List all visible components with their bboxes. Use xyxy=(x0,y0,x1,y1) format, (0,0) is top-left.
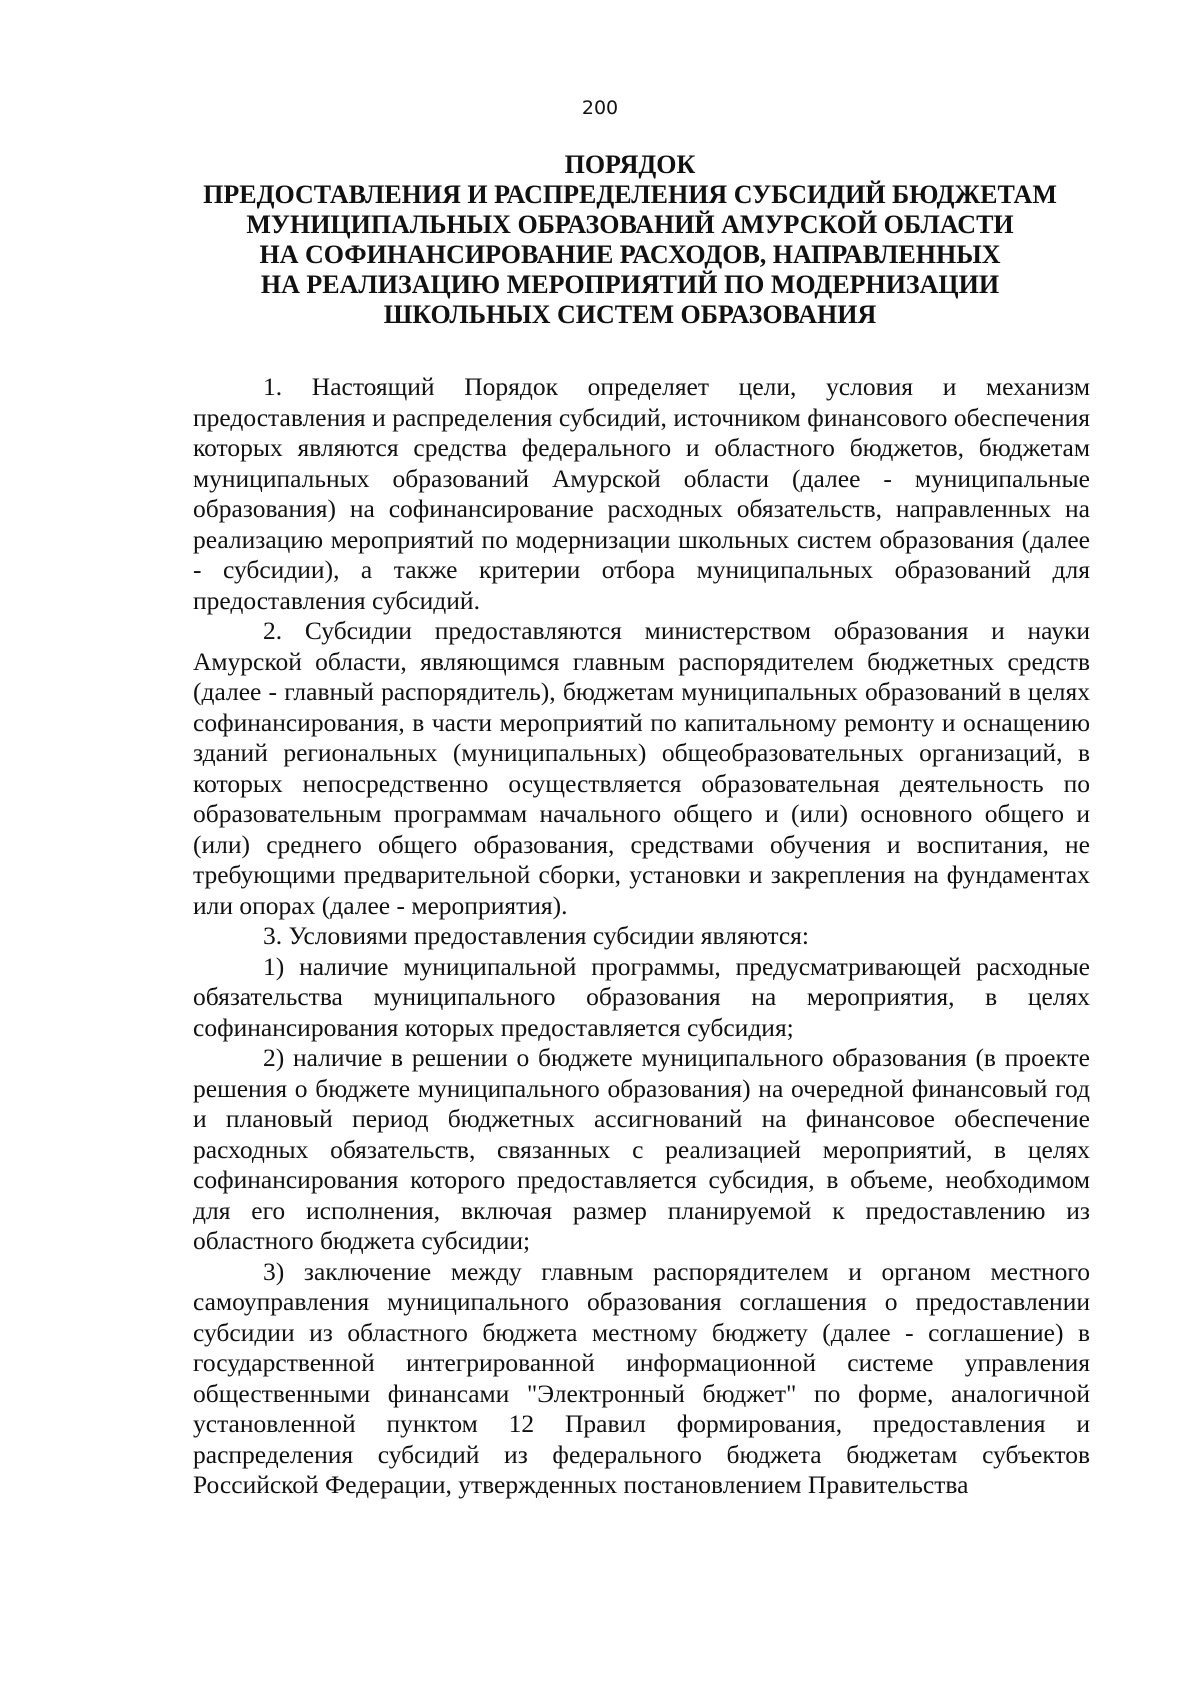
paragraph-2: 2. Субсидии предоставляются министерством образования и науки Амурской области, являющимся главным распорядителем бюджетных средств (далее - главный распорядитель), бюджетам муниципальных образований в целях софинансирования, в части мероприятий по капитальному ремонту и оснащению зданий региональных (муниципальных) общеобразовательных организаций, в которых непосредственно осуществляется образовательная деятельность по образовательным программам начального общего и (или) основного общего и (или) среднего общего образования, средствами обучения и воспитания, не требующими предварительной сборки, установки и закрепления на фундаментах или опорах (далее - мероприятия). xyxy=(193,616,1090,920)
list-item-3: 3) заключение между главным распорядителем и органом местного самоуправления муниципального образования соглашения о предоставлении субсидии из областного бюджета местному бюджету (далее - соглашение) в государственной интегрированной информационной системе управления общественными финансами "Электронный бюджет" по форме, аналогичной установленной пунктом 12 Правил формирования, предоставления и распределения субсидий из федерального бюджета бюджетам субъектов Российской Федерации, утвержденных постановлением Правительства xyxy=(193,1256,1090,1499)
title-line: НА РЕАЛИЗАЦИЮ МЕРОПРИЯТИЙ ПО МОДЕРНИЗАЦИИ xyxy=(260,270,1000,299)
paragraph-3: 3. Условиями предоставления субсидии являются: xyxy=(263,921,809,950)
title-line: ШКОЛЬНЫХ СИСТЕМ ОБРАЗОВАНИЯ xyxy=(383,300,877,329)
title-line: НА СОФИНАНСИРОВАНИЕ РАСХОДОВ, НАПРАВЛЕННЫХ xyxy=(259,240,1001,269)
title-line: ПОРЯДОК xyxy=(564,150,696,179)
paragraph-1: 1. Настоящий Порядок определяет цели, условия и механизм предоставления и распределения субсидий, источником финансового обеспечения которых являются средства федерального и областного бюджетов, бюджетам муниципальных образований Амурской области (далее - муниципальные образования) на софинансирование расходных обязательств, направленных на реализацию мероприятий по модернизации школьных систем образования (далее - субсидии), а также критерии отбора муниципальных образований для предоставления субсидий. xyxy=(193,372,1090,615)
list-item-2: 2) наличие в решении о бюджете муниципального образования (в проекте решения о бюджете муниципального образования) на очередной финансовый год и плановый период бюджетных ассигнований на финансовое обеспечение расходных обязательств, связанных с реализацией мероприятий, в целях софинансирования которого предоставляется субсидия, в объеме, необходимом для его исполнения, включая размер планируемой к предоставлению из областного бюджета субсидии; xyxy=(193,1043,1090,1255)
document-title xyxy=(160,150,1100,330)
title-line: МУНИЦИПАЛЬНЫХ ОБРАЗОВАНИЙ АМУРСКОЙ ОБЛАСТИ xyxy=(246,210,1014,239)
page-number: 200 xyxy=(581,97,619,119)
list-item-1: 1) наличие муниципальной программы, предусматривающей расходные обязательства муниципального образования на мероприятия, в целях софинансирования которых предоставляется субсидия; xyxy=(193,951,1090,1042)
title-line: ПРЕДОСТАВЛЕНИЯ И РАСПРЕДЕЛЕНИЯ СУБСИДИЙ БЮДЖЕТАМ xyxy=(203,180,1057,209)
document-body xyxy=(193,372,1090,1501)
